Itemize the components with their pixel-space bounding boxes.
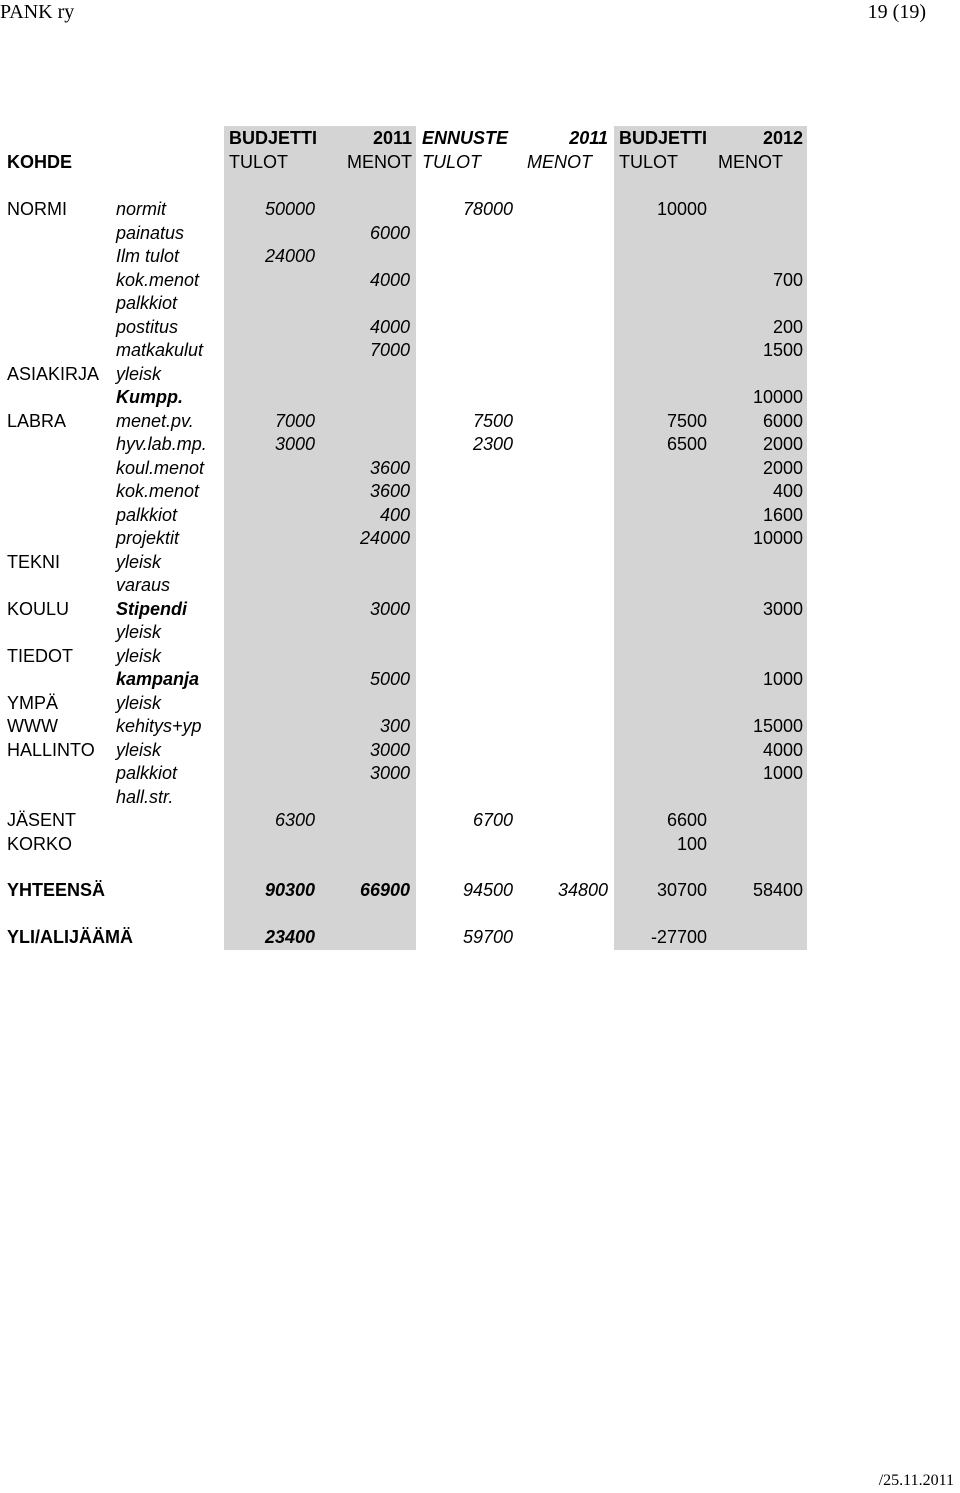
row-value-b12-menot: 10000 bbox=[752, 387, 803, 407]
row-value-b12-menot: 10000 bbox=[752, 528, 803, 548]
row-kohde: LABRA bbox=[7, 411, 67, 431]
row-kohde: WWW bbox=[7, 716, 58, 736]
row-value-b11-menot: 400 bbox=[379, 505, 410, 525]
balance-b11: 23400 bbox=[264, 927, 315, 947]
balance-label: YLI/ALIJÄÄMÄ bbox=[7, 927, 133, 947]
row-value-b12-tulot: 10000 bbox=[656, 199, 707, 219]
footer-date: /25.11.2011 bbox=[878, 1472, 954, 1489]
row-value-b11-tulot: 24000 bbox=[264, 246, 315, 266]
row-value-e-tulot: 6700 bbox=[472, 810, 513, 830]
row-value-b12-menot: 1500 bbox=[762, 340, 803, 360]
column-header-b11-menot: MENOT bbox=[347, 152, 412, 172]
row-value-b11-menot: 4000 bbox=[369, 317, 410, 337]
row-item: Stipendi bbox=[116, 599, 187, 619]
row-value-b12-menot: 1000 bbox=[762, 763, 803, 783]
row-value-b12-menot: 4000 bbox=[762, 740, 803, 760]
row-value-b12-menot: 400 bbox=[772, 481, 803, 501]
row-value-b11-tulot: 7000 bbox=[274, 411, 315, 431]
row-value-b12-tulot: 6600 bbox=[666, 810, 707, 830]
total-b11-menot: 66900 bbox=[359, 880, 410, 900]
row-item: Ilm tulot bbox=[116, 246, 180, 266]
totals-label: YHTEENSÄ bbox=[7, 880, 106, 900]
row-value-b11-menot: 300 bbox=[379, 716, 410, 736]
column-header-b12-tulot: TULOT bbox=[619, 152, 679, 172]
row-value-b12-tulot: 100 bbox=[676, 834, 707, 854]
row-item: palkkiot bbox=[116, 293, 178, 313]
group-year-budjetti-2011: 2011 bbox=[372, 128, 412, 148]
balance-b12: -27700 bbox=[650, 927, 707, 947]
row-value-b12-tulot: 6500 bbox=[666, 434, 707, 454]
row-item: palkkiot bbox=[116, 505, 178, 525]
column-header-e-menot: MENOT bbox=[527, 152, 592, 172]
row-item: yleisk bbox=[116, 646, 162, 666]
column-header-b11-tulot: TULOT bbox=[229, 152, 289, 172]
row-item: painatus bbox=[116, 223, 185, 243]
row-item: yleisk bbox=[116, 364, 162, 384]
document-org-name: PANK ry bbox=[0, 1, 75, 23]
row-kohde: KOULU bbox=[7, 599, 70, 619]
row-item: matkakulut bbox=[116, 340, 204, 360]
row-value-b11-menot: 3000 bbox=[369, 740, 410, 760]
row-item: yleisk bbox=[116, 622, 162, 642]
row-value-b12-menot: 200 bbox=[772, 317, 803, 337]
group-header-budjetti-2012: BUDJETTI bbox=[619, 128, 708, 148]
row-value-e-tulot: 78000 bbox=[462, 199, 513, 219]
total-b12-tulot: 30700 bbox=[656, 880, 707, 900]
row-value-b12-menot: 3000 bbox=[762, 599, 803, 619]
row-value-b12-menot: 15000 bbox=[752, 716, 803, 736]
total-b11-tulot: 90300 bbox=[264, 880, 315, 900]
row-item: postitus bbox=[116, 317, 179, 337]
row-value-b12-tulot: 7500 bbox=[666, 411, 707, 431]
row-value-b11-menot: 6000 bbox=[369, 223, 410, 243]
row-item: kehitys+yp bbox=[116, 716, 202, 736]
row-item: yleisk bbox=[116, 693, 162, 713]
row-value-b11-menot: 3000 bbox=[369, 599, 410, 619]
row-kohde: YMPÄ bbox=[7, 693, 59, 713]
row-item: menet.pv. bbox=[116, 411, 194, 431]
row-kohde: TIEDOT bbox=[7, 646, 73, 666]
group-year-ennuste-2011: 2011 bbox=[569, 128, 608, 148]
row-item: Kumpp. bbox=[116, 387, 183, 407]
column-header-kohde: KOHDE bbox=[7, 152, 73, 172]
row-value-b11-menot: 3000 bbox=[369, 763, 410, 783]
row-value-b11-menot: 7000 bbox=[369, 340, 410, 360]
row-item: yleisk bbox=[116, 552, 162, 572]
group-header-budjetti-2011: BUDJETTI bbox=[229, 128, 318, 148]
row-kohde: JÄSENT bbox=[7, 810, 77, 830]
row-value-b12-menot: 1600 bbox=[762, 505, 803, 525]
column-header-b12-menot: MENOT bbox=[718, 152, 783, 172]
row-kohde: ASIAKIRJA bbox=[7, 364, 100, 384]
row-kohde: TEKNI bbox=[7, 552, 61, 572]
row-value-b12-menot: 2000 bbox=[762, 434, 803, 454]
row-value-b11-tulot: 3000 bbox=[274, 434, 315, 454]
row-kohde: NORMI bbox=[7, 199, 67, 219]
row-item: normit bbox=[116, 199, 167, 219]
row-value-b11-menot: 5000 bbox=[369, 669, 410, 689]
page-number: 19 (19) bbox=[867, 1, 926, 23]
group-header-ennuste-2011: ENNUSTE bbox=[422, 128, 509, 148]
row-value-b12-menot: 700 bbox=[772, 270, 803, 290]
row-value-b11-menot: 24000 bbox=[359, 528, 410, 548]
row-kohde: KORKO bbox=[7, 834, 73, 854]
row-value-b11-menot: 3600 bbox=[369, 481, 410, 501]
row-kohde: HALLINTO bbox=[7, 740, 95, 760]
row-item: hall.str. bbox=[116, 787, 174, 807]
row-item: koul.menot bbox=[116, 458, 205, 478]
row-value-b12-menot: 2000 bbox=[762, 458, 803, 478]
column-header-e-tulot: TULOT bbox=[422, 152, 482, 172]
row-value-b11-menot: 4000 bbox=[369, 270, 410, 290]
row-value-e-tulot: 7500 bbox=[472, 411, 513, 431]
total-e-tulot: 94500 bbox=[462, 880, 513, 900]
row-value-b12-menot: 6000 bbox=[762, 411, 803, 431]
row-value-b11-menot: 3600 bbox=[369, 458, 410, 478]
row-value-b12-menot: 1000 bbox=[762, 669, 803, 689]
row-value-e-tulot: 2300 bbox=[472, 434, 513, 454]
row-item: kok.menot bbox=[116, 270, 200, 290]
row-item: kok.menot bbox=[116, 481, 200, 501]
row-item: palkkiot bbox=[116, 763, 178, 783]
row-item: hyv.lab.mp. bbox=[116, 434, 207, 454]
group-year-budjetti-2012: 2012 bbox=[762, 128, 803, 148]
total-e-menot: 34800 bbox=[557, 880, 608, 900]
row-item: varaus bbox=[116, 575, 171, 595]
row-value-b11-tulot: 50000 bbox=[264, 199, 315, 219]
row-value-b11-tulot: 6300 bbox=[274, 810, 315, 830]
row-item: projektit bbox=[116, 528, 180, 548]
balance-ennuste: 59700 bbox=[462, 927, 513, 947]
row-item: kampanja bbox=[116, 669, 200, 689]
row-item: yleisk bbox=[116, 740, 162, 760]
total-b12-menot: 58400 bbox=[752, 880, 803, 900]
